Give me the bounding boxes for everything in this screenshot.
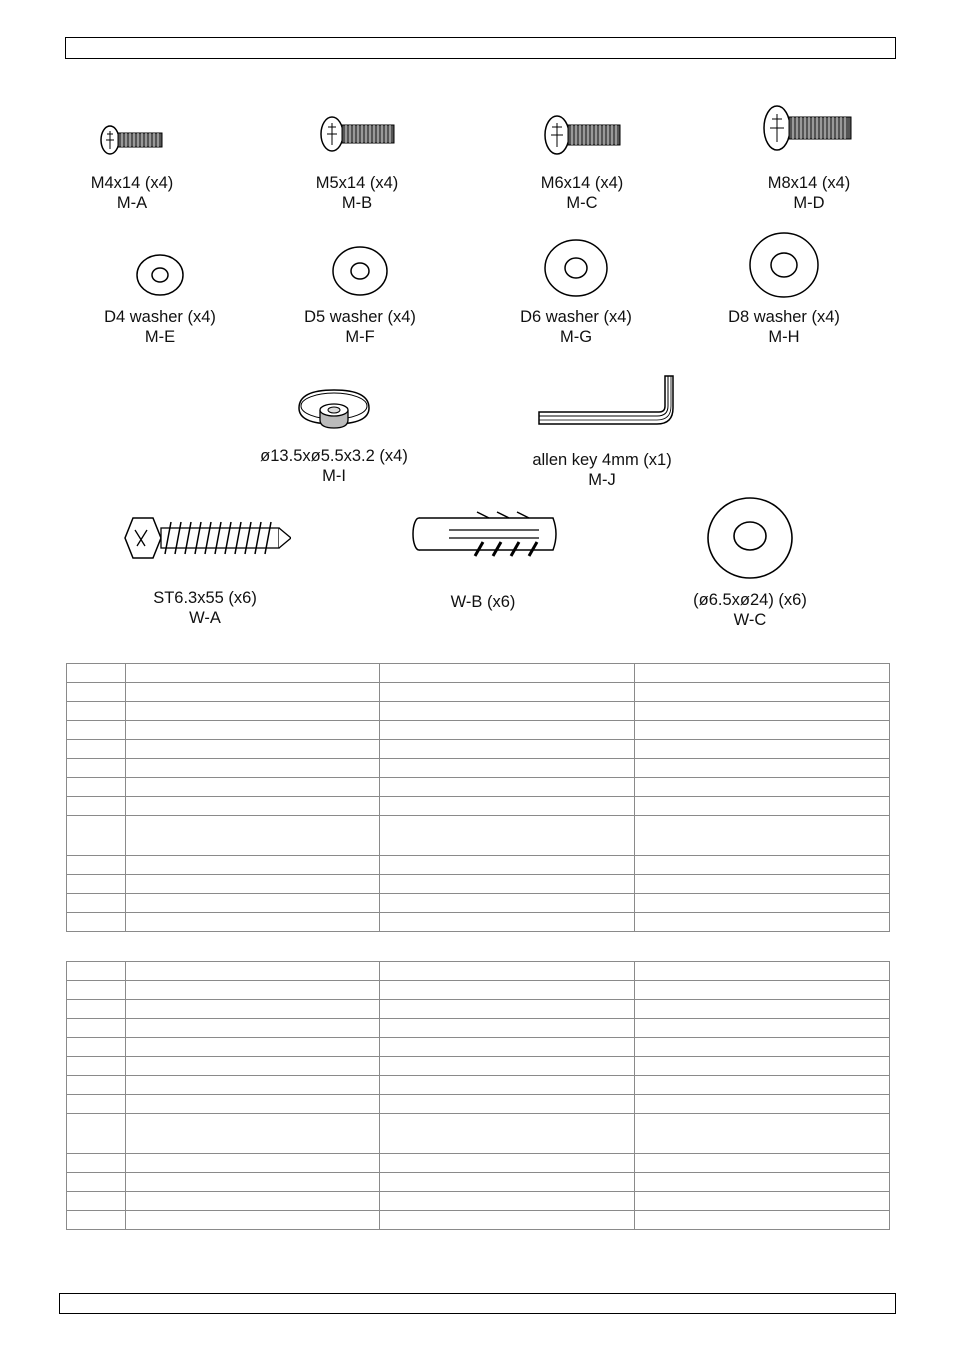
- table-row: [67, 797, 890, 816]
- part-spec: (ø6.5xø24) (x6): [693, 591, 807, 609]
- washer-icon: [331, 245, 389, 297]
- table-row: [67, 856, 890, 875]
- table-row: [67, 913, 890, 932]
- table-row: [67, 1192, 890, 1211]
- part-m-b: [287, 110, 427, 215]
- part-code: W-C: [733, 611, 767, 629]
- part-spec: M6x14 (x4): [540, 174, 624, 192]
- table-row: [67, 759, 890, 778]
- part-code: M-J: [588, 471, 616, 489]
- machine-screw-icon: [92, 120, 172, 160]
- part-m-e: [85, 253, 235, 348]
- allen-key-icon: [527, 372, 677, 430]
- table-row: [67, 1057, 890, 1076]
- part-spec: ST6.3x55 (x6): [153, 589, 257, 607]
- part-m-j: [502, 372, 702, 488]
- part-spec: allen key 4mm (x1): [532, 451, 672, 469]
- table-row: [67, 875, 890, 894]
- table-row: [67, 1019, 890, 1038]
- table-row: [67, 683, 890, 702]
- part-m-c: [512, 110, 652, 215]
- washer-icon: [543, 238, 609, 298]
- table-row: [67, 1095, 890, 1114]
- table-row: [67, 981, 890, 1000]
- part-code: W-A: [189, 609, 221, 627]
- part-spec: D4 washer (x4): [104, 308, 216, 326]
- table-row: [67, 962, 890, 981]
- part-code: M-A: [116, 194, 148, 212]
- washer-icon: [748, 231, 820, 299]
- table-row: [67, 778, 890, 797]
- table-row: [67, 1154, 890, 1173]
- part-spec: W-B (x6): [450, 593, 516, 611]
- part-spec: M8x14 (x4): [767, 174, 851, 192]
- part-m-g: [501, 238, 651, 348]
- header-frame: [65, 37, 896, 59]
- wall-plug-icon: [405, 506, 561, 562]
- part-code: M-G: [559, 328, 593, 346]
- part-code: M-E: [144, 328, 176, 346]
- part-w-c: [670, 496, 830, 630]
- table-row: [67, 721, 890, 740]
- part-w-a: [110, 510, 300, 630]
- washer-icon: [135, 253, 185, 297]
- part-code: M-F: [345, 328, 375, 346]
- table-row: [67, 1173, 890, 1192]
- part-code: M-I: [322, 467, 346, 485]
- part-code: M-H: [768, 328, 800, 346]
- machine-screw-icon: [312, 110, 402, 158]
- table-row: [67, 1114, 890, 1154]
- table-row: [67, 894, 890, 913]
- part-spec: D8 washer (x4): [728, 308, 840, 326]
- table-row: [67, 664, 890, 683]
- part-m-d: [737, 100, 877, 215]
- part-spec: M5x14 (x4): [315, 174, 399, 192]
- part-spec: D6 washer (x4): [520, 308, 632, 326]
- part-w-b: [398, 506, 568, 616]
- part-spec: M4x14 (x4): [90, 174, 174, 192]
- table-row: [67, 816, 890, 856]
- table-row: [67, 1211, 890, 1230]
- part-code: M-B: [341, 194, 373, 212]
- blank-table-1: [66, 663, 890, 932]
- part-spec: D5 washer (x4): [304, 308, 416, 326]
- part-m-a: [62, 120, 202, 215]
- blank-table-2: [66, 961, 890, 1230]
- part-m-h: [709, 231, 859, 348]
- part-m-i: [234, 386, 434, 486]
- part-spec: ø13.5xø5.5x3.2 (x4): [260, 447, 408, 465]
- machine-screw-icon: [537, 110, 627, 160]
- table-row: [67, 1076, 890, 1095]
- part-code: M-C: [566, 194, 598, 212]
- spacer-icon: [296, 386, 372, 432]
- wood-screw-icon: [119, 510, 291, 566]
- table-row: [67, 740, 890, 759]
- table-row: [67, 702, 890, 721]
- washer-icon: [706, 496, 794, 580]
- table-row: [67, 1038, 890, 1057]
- footer-frame: [59, 1293, 896, 1314]
- table-row: [67, 1000, 890, 1019]
- part-code: M-D: [793, 194, 825, 212]
- machine-screw-icon: [757, 100, 857, 156]
- part-m-f: [285, 245, 435, 348]
